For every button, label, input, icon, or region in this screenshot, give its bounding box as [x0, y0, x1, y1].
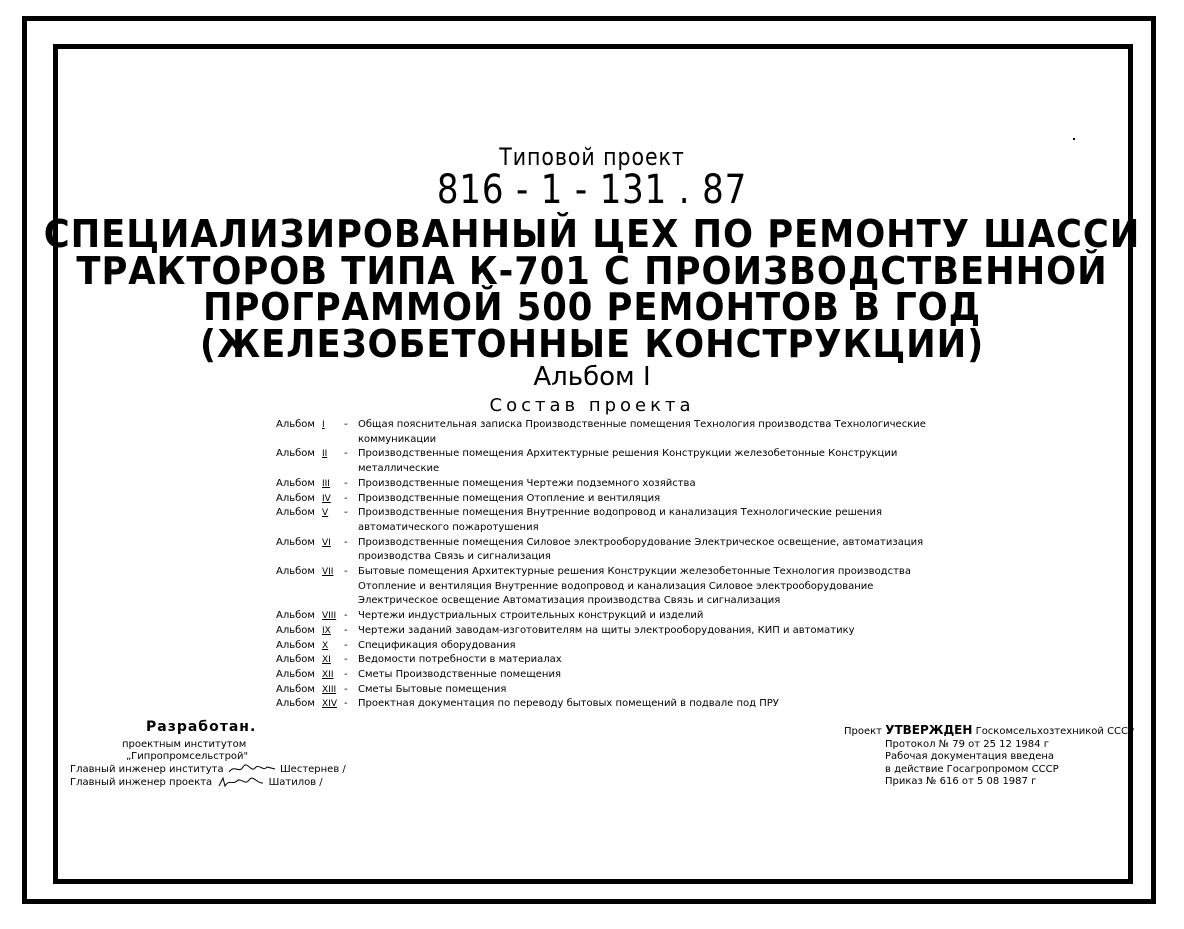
speck [1073, 138, 1075, 140]
album-row-text: Отопление и вентиляция Внутренние водопровод и канализация Силовое электрооборудование [358, 580, 874, 592]
project-number: 816 - 1 - 131 . 87 [436, 167, 748, 213]
album-label: Альбом I [533, 362, 651, 392]
chief-institute-row [70, 763, 346, 776]
signature-1 [227, 763, 277, 775]
album-row [276, 536, 936, 565]
approval-bold: УТВЕРЖДЕН [885, 723, 973, 737]
album-row-number: VII [322, 567, 334, 578]
chief-project-label: Главный инженер проекта [70, 777, 213, 788]
album-row-dash: - [344, 610, 348, 622]
album-row-text: Чертежи заданий заводам-изготовителям на щиты электрооборудования, КИП и автоматику [358, 624, 855, 636]
album-row-text: автоматического пожаротушения [358, 521, 539, 533]
album-row-label: Альбом [276, 419, 315, 430]
album-row-dash: - [344, 668, 348, 680]
album-row-text: Спецификация оборудования [358, 639, 516, 651]
album-row-text: Чертежи индустриальных строительных конструкций и изделий [358, 610, 704, 622]
album-row-number: I [322, 420, 325, 430]
album-row-text: металлические [358, 463, 440, 475]
album-row-text: Производственные помещения Чертежи подземного хозяйства [358, 477, 696, 489]
album-row-label: Альбом [276, 448, 315, 460]
album-row-dash: - [344, 507, 348, 519]
album-row [276, 609, 936, 624]
album-row [276, 447, 936, 476]
approval-post: Госкомсельхозтехникой СССР [975, 726, 1135, 737]
album-row-dash: - [344, 654, 348, 666]
type-project-label: Типовой проект [499, 143, 685, 171]
album-row-label: Альбом [276, 639, 315, 651]
album-row-number: IV [322, 493, 331, 504]
album-row-text: Производственные помещения Внутренние водопровод и канализация Технологические решения [358, 507, 882, 519]
album-row-label: Альбом [276, 624, 315, 636]
album-row-label: Альбом [276, 668, 315, 680]
album-row [276, 653, 936, 668]
album-row-text: Электрическое освещение Автоматизация производства Связь и сигнализация [358, 595, 781, 607]
album-row-text: Сметы Бытовые помещения [358, 683, 507, 695]
album-row-number: X [322, 640, 329, 651]
approval-order: Приказ № 616 от 5 08 1987 г [885, 776, 1037, 787]
album-row-label: Альбом [276, 683, 315, 695]
album-row-label: Альбом [276, 536, 315, 548]
album-row-text: Бытовые помещения Архитектурные решения Конструкции железобетонные Технология производства [358, 566, 911, 578]
album-row-dash: - [344, 698, 348, 710]
album-row-label: Альбом [276, 654, 315, 666]
album-row-number: XII [322, 669, 334, 680]
album-row [276, 639, 936, 654]
album-row-label: Альбом [276, 477, 315, 489]
album-row-dash: - [344, 639, 348, 651]
album-row-dash: - [344, 566, 348, 578]
album-row-label: Альбом [276, 566, 315, 578]
album-row-dash: - [344, 448, 348, 460]
developer-institute: „Гипропромсельстрой" [126, 751, 249, 762]
album-row [276, 668, 936, 683]
album-row-text: Проектная документация по переводу бытовых помещений в подвале под ПРУ [358, 698, 779, 710]
album-row-text: Ведомости потребности в материалах [358, 654, 562, 666]
album-row-text: Производственные помещения Архитектурные решения Конструкции железобетонные Конструкции [358, 448, 898, 460]
chief-project-row [70, 776, 323, 789]
album-row-label: Альбом [276, 507, 315, 519]
album-row-number: II [322, 449, 328, 460]
album-row-number: III [322, 478, 330, 489]
album-row-dash: - [344, 536, 348, 548]
album-row-dash: - [344, 419, 348, 430]
album-row-number: VI [322, 537, 331, 548]
album-row-label: Альбом [276, 610, 315, 622]
album-row-label: Альбом [276, 492, 315, 504]
approval-protocol: Протокол № 79 от 25 12 1984 г [885, 738, 1049, 750]
album-row-label: Альбом [276, 698, 315, 710]
album-row [276, 506, 936, 535]
album-row [276, 477, 936, 492]
album-row-number: XIV [322, 699, 337, 710]
chief-institute-label: Главный инженер института [70, 764, 224, 775]
developer-by: проектным институтом [122, 739, 247, 750]
title-line-2: ТРАКТОРОВ ТИПА К-701 С ПРОИЗВОДСТВЕННОЙ [76, 249, 1108, 293]
album-row-text: Производственные помещения Отопление и вентиляция [358, 492, 661, 504]
contents-title: Состав проекта [489, 395, 695, 416]
album-row-number: IX [322, 625, 331, 636]
album-row-number: XIII [322, 684, 337, 695]
approval-line4: в действие Госагропромом СССР [885, 763, 1059, 775]
approval-line3: Рабочая документация введена [885, 751, 1055, 762]
album-row-dash: - [344, 492, 348, 504]
album-row-dash: - [344, 477, 348, 489]
album-row [276, 624, 936, 639]
signature-2 [215, 776, 265, 788]
title-line-4: (ЖЕЛЕЗОБЕТОННЫЕ КОНСТРУКЦИИ) [199, 322, 985, 366]
chief-institute-name: Шестернев / [279, 764, 346, 775]
album-row [276, 492, 936, 507]
approval-block [844, 724, 1134, 789]
developer-title: Разработан. [146, 719, 257, 735]
album-row-number: XI [322, 655, 331, 666]
album-row-text: коммуникации [358, 433, 437, 445]
album-list [276, 418, 936, 712]
album-row-text: Сметы Производственные помещения [358, 668, 561, 680]
album-row [276, 565, 936, 609]
album-row [276, 418, 936, 447]
title-line-3: ПРОГРАММОЙ 500 РЕМОНТОВ В ГОД [202, 285, 982, 329]
album-row-dash: - [344, 683, 348, 695]
chief-project-name: Шатилов / [268, 777, 323, 788]
album-row [276, 683, 936, 698]
title-line-1: СПЕЦИАЛИЗИРОВАННЫЙ ЦЕХ ПО РЕМОНТУ ШАССИ [43, 212, 1141, 256]
approval-pre: Проект [844, 726, 883, 737]
album-row-number: V [322, 508, 329, 519]
album-row-dash: - [344, 624, 348, 636]
album-row [276, 697, 936, 712]
album-row-text: Общая пояснительная записка Производственные помещения Технология производства Технологические [358, 419, 926, 430]
album-row-text: Производственные помещения Силовое электрооборудование Электрическое освещение, автоматизация [358, 536, 924, 548]
album-row-number: VIII [322, 611, 337, 622]
album-row-text: производства Связь и сигнализация [358, 551, 551, 563]
